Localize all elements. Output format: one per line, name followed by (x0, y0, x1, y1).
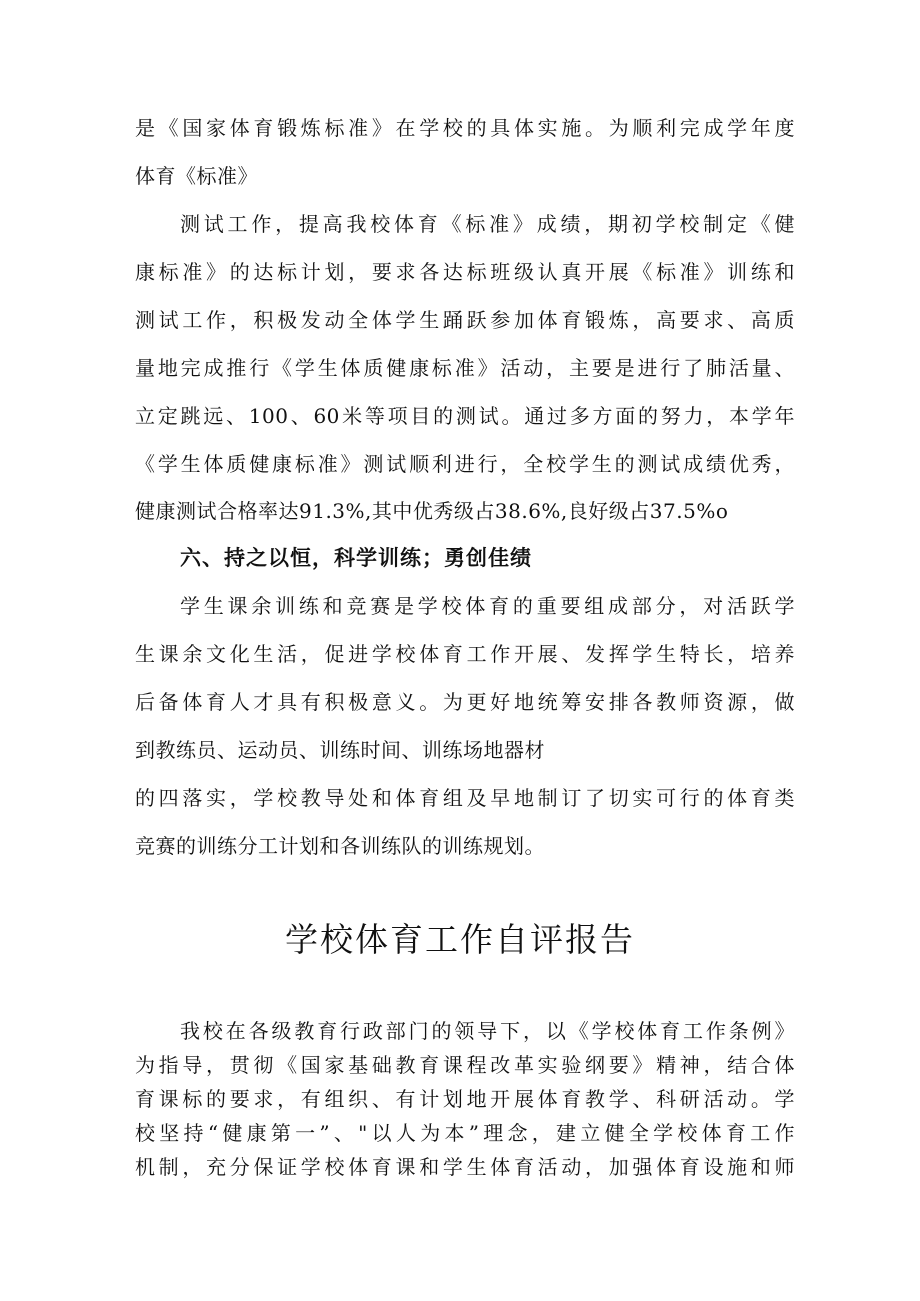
report-title: 学校体育工作自评报告 (285, 920, 635, 959)
paragraph-line: 到教练员、运动员、训练时间、训练场地器材 (135, 738, 545, 762)
paragraph-line: 康标准》的达标计划，要求各达标班级认真开展《标准》训练和 (135, 260, 795, 284)
paragraph-line: 学生课余训练和竞赛是学校体育的重要组成部分，对活跃学 (180, 594, 795, 618)
paragraph-line: 测试工作，提高我校体育《标准》成绩，期初学校制定《健 (180, 212, 795, 236)
paragraph-line: 育课标的要求，有组织、有计划地开展体育教学、科研活动。学 (135, 1087, 795, 1111)
paragraph-line: 《学生体质健康标准》测试顺利进行，全校学生的测试成绩优秀， (135, 452, 795, 476)
paragraph-line: 测试工作，积极发动全体学生踊跃参加体育锻炼，高要求、高质 (135, 308, 795, 332)
paragraph-line: 竞赛的训练分工计划和各训练队的训练规划。 (135, 834, 545, 858)
paragraph-line: 为指导，贯彻《国家基础教育课程改革实验纲要》精神，结合体 (135, 1053, 795, 1077)
paragraph-line: 生课余文化生活，促进学校体育工作开展、发挥学生特长，培养 (135, 642, 795, 666)
paragraph-line: 我校在各级教育行政部门的领导下，以《学校体育工作条例》 (180, 1019, 795, 1043)
paragraph-line: 立定跳远、100、60米等项目的测试。通过多方面的努力，本学年 (135, 404, 795, 428)
paragraph-line: 后备体育人才具有积极意义。为更好地统筹安排各教师资源，做 (135, 690, 795, 714)
paragraph-line: 机制，充分保证学校体育课和学生体育活动，加强体育设施和师 (135, 1155, 795, 1179)
paragraph-line: 校坚持“健康第一”、"以人为本”理念，建立健全学校体育工作 (135, 1121, 795, 1145)
paragraph-line: 健康测试合格率达91.3%,其中优秀级占38.6%,良好级占37.5%o (135, 499, 729, 523)
paragraph-line: 的四落实，学校教导处和体育组及早地制订了切实可行的体育类 (135, 786, 795, 810)
section-heading: 六、持之以恒，科学训练；勇创佳绩 (180, 546, 532, 570)
paragraph-line: 体育《标准》 (135, 164, 258, 188)
paragraph-line: 是《国家体育锻炼标准》在学校的具体实施。为顺利完成学年度 (135, 116, 795, 140)
paragraph-line: 量地完成推行《学生体质健康标准》活动，主要是进行了肺活量、 (135, 356, 795, 380)
